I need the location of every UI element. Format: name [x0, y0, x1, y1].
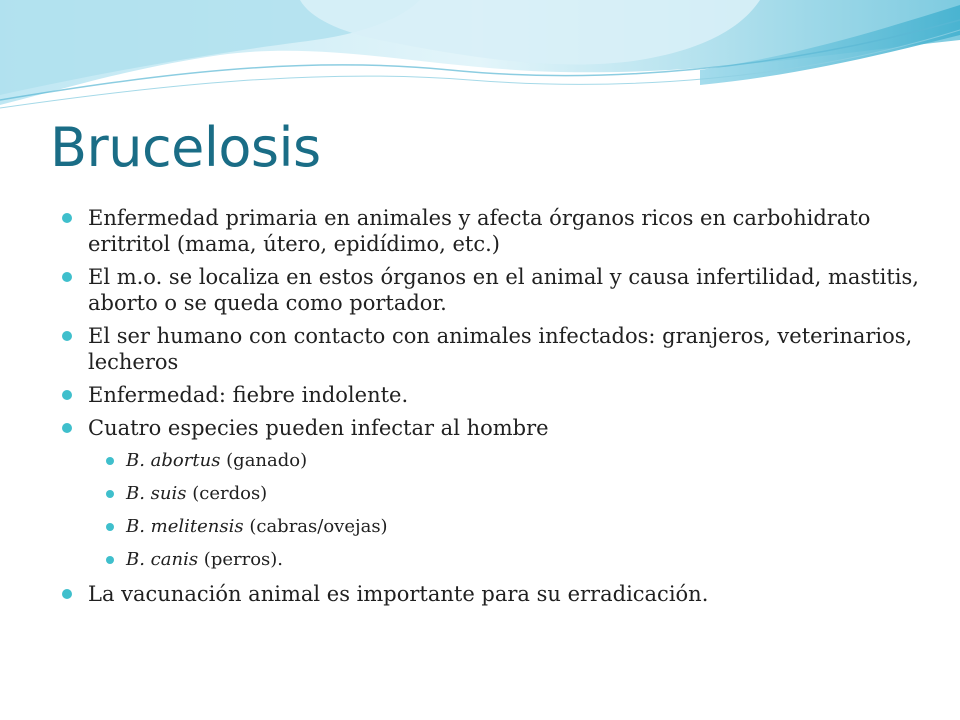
- bullet-item: [60, 205, 920, 257]
- species-host: (cerdos): [186, 483, 268, 504]
- bullet-list: [60, 205, 920, 607]
- sub-bullet-dot-icon: [106, 523, 114, 531]
- species-name: B. suis: [126, 483, 187, 504]
- slide-title: Brucelosis: [50, 116, 321, 179]
- sub-bullet-dot-icon: [106, 556, 114, 564]
- species-name: B. abortus: [126, 450, 221, 471]
- species-item: [98, 482, 920, 506]
- species-list: [98, 449, 920, 572]
- species-name: B. melitensis: [126, 516, 244, 537]
- bullet-text: El ser humano con contacto con animales infectados: granjeros, veterinarios, lecheros: [88, 324, 913, 374]
- species-item: [98, 449, 920, 473]
- species-host: (perros).: [198, 549, 284, 570]
- bullet-item: [60, 264, 920, 316]
- bullet-item: [60, 382, 920, 408]
- species-item: [98, 548, 920, 572]
- bullet-dot-icon: [62, 272, 72, 282]
- species-name: B. canis: [126, 549, 199, 570]
- species-host: (cabras/ovejas): [243, 516, 388, 537]
- bullet-item: [60, 415, 920, 572]
- bullet-text: Cuatro especies pueden infectar al hombre: [88, 416, 549, 440]
- bullet-dot-icon: [62, 423, 72, 433]
- sub-bullet-dot-icon: [106, 490, 114, 498]
- sub-bullet-dot-icon: [106, 457, 114, 465]
- species-host: (ganado): [220, 450, 308, 471]
- bullet-dot-icon: [62, 589, 72, 599]
- bullet-text: El m.o. se localiza en estos órganos en el animal y causa infertilidad, mastitis, aborto o se queda como portador.: [88, 265, 919, 315]
- bullet-text: Enfermedad primaria en animales y afecta órganos ricos en carbohidrato eritritol (mama, útero, epidídimo, etc.): [88, 206, 871, 256]
- bullet-text: Enfermedad: fiebre indolente.: [88, 383, 409, 407]
- species-item: [98, 515, 920, 539]
- bullet-dot-icon: [62, 213, 72, 223]
- bullet-item: [60, 581, 920, 607]
- bullet-item: [60, 323, 920, 375]
- bullet-dot-icon: [62, 390, 72, 400]
- slide-content: [60, 205, 920, 614]
- bullet-text: La vacunación animal es importante para su erradicación.: [88, 582, 709, 606]
- bullet-dot-icon: [62, 331, 72, 341]
